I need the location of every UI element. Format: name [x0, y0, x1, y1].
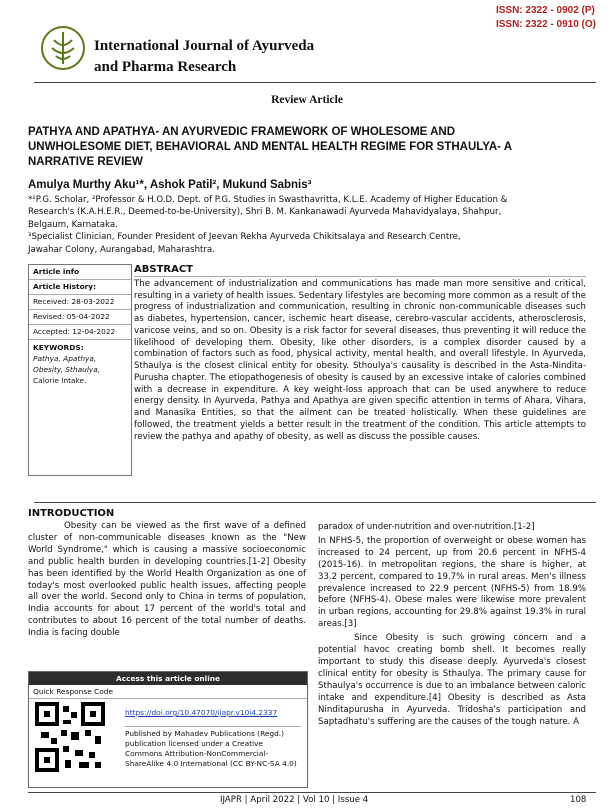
access-heading: Access this article online [29, 672, 307, 685]
affiliation-line: Jawahar Colony, Aurangabad, Maharashtra. [28, 244, 215, 255]
introduction-left-text: Obesity can be viewed as the first wave of a defined cluster of non-communicable diseases known as the "New World Syndrome," which is causing a massive socioeconomic and public health burden in developing countries.[1-2] Obesity has been identified by the World Health Organization as one of today's most overlooked public health issues, affecting people all over the world. Second only to China in terms of population, India accounts for about 17 percent of the world's total and contributes to about 16 percent of the total number of deaths. India is facing double [28, 521, 306, 639]
keywords-block [29, 340, 131, 388]
qr-code-icon[interactable] [35, 702, 105, 772]
intro-paragraph: In NFHS-5, the proportion of overweight or obese women has increased to 24 percent, up from 20.6 percent in NFHS-4 (2015-16). In metropolitan regions, the share is higher, at 33.2 percent, compared to 19.7% in rural areas. Men's illness prevalence increased to 22.9 percent (NFHS-5) from 18.9% before (NFHS-4). Obese males were likewise more prevalent in urban regions, accounting for 29.8% against 19.3% in rural areas.[3] [318, 535, 586, 630]
journal-title-line2: and Pharma Research [94, 59, 237, 75]
article-title [28, 125, 588, 170]
intro-paragraph: Since Obesity is such growing concern and a potential havoc creating bomb shell. It becomes really important to study this disease deeply. Ayurveda's closest clinical entity for obesity is Sthaulya. The primary cause for Sthaulya's occurrence is due to an imbalance between caloric intake and expenditure.[4] Obesity is described as Asta Ninditapurusha in Ayurveda. Tridosha's participation and Saptadhatu's suffering are the causes of the tough nature. A [318, 633, 586, 727]
footer-rule [28, 792, 596, 793]
intro-paragraph: paradox of under-nutrition and over-nutrition.[1-2] [318, 522, 535, 532]
section-rule [34, 502, 596, 503]
title-line-1: PATHYA AND APATHYA- AN AYURVEDIC FRAMEWORK OF WHOLESOME AND [28, 126, 456, 138]
issn-online: ISSN: 2322 - 0910 (O) [495, 19, 596, 30]
affiliations [28, 194, 588, 256]
authors: Amulya Murthy Aku¹*, Ashok Patil², Mukund Sabnis³ [28, 179, 312, 191]
article-info-box [28, 264, 132, 476]
keywords-line: Pathya, Apathya, [33, 354, 97, 363]
issn-print: ISSN: 2322 - 0902 (P) [495, 5, 595, 16]
journal-title-line1: International Journal of Ayurveda [94, 38, 315, 54]
keywords-line: Calorie Intake. [33, 376, 87, 385]
affiliation-line: Belgaum, Karnataka. [28, 219, 118, 230]
title-line-2: UNWHOLESOME DIET, BEHAVIORAL AND MENTAL HEALTH REGIME FOR STHAULYA- A [28, 141, 513, 153]
revised-date: Revised: 05-04-2022 [29, 310, 131, 325]
affiliation-line: ³Specialist Clinician, Founder President of Jeevan Rekha Ayurveda Chikitsalaya and Research Centre, [28, 232, 461, 243]
article-history-heading: Article History: [29, 280, 131, 295]
affiliation-line: *¹P.G. Scholar, ²Professor & H.O.D. Dept. of P.G. Studies in Swasthavritta, K.L.E. Academy of Higher Education & [28, 195, 508, 205]
title-line-3: NARRATIVE REVIEW [28, 156, 143, 168]
footer-citation: IJAPR | April 2022 | Vol 10 | Issue 4 [220, 795, 369, 805]
abstract-heading: ABSTRACT [134, 264, 586, 277]
abstract [134, 264, 586, 443]
article-info-heading: Article info [29, 265, 131, 280]
access-article-box [28, 671, 308, 788]
qr-label: Quick Response Code [29, 685, 307, 699]
received-date: Received: 28-03-2022 [29, 295, 131, 310]
affiliation-line: Research's (K.A.H.E.R., Deemed-to-be-University), Shri B. M. Kankanawadi Ayurveda Mahavidyalaya, Shahpur, [28, 207, 502, 218]
introduction-heading: INTRODUCTION [28, 508, 115, 519]
keywords-line: Obesity, Sthaulya, [33, 365, 101, 374]
journal-logo [40, 24, 86, 72]
article-type: Review Article [271, 94, 343, 106]
header-rule [34, 82, 596, 83]
introduction-right-column [318, 522, 586, 728]
page-number: 108 [570, 795, 587, 805]
issn-block [496, 4, 596, 32]
doi-link[interactable] [125, 708, 301, 717]
journal-title [94, 36, 314, 78]
abstract-text: The advancement of industrialization and communications has made man more sensitive and critical, resulting in a variety of health issues. Sedentary lifestyles are becoming more common as a result of the progress of industrialization and communication, resulting in chronic non-communicable diseases such as diabetes, hypertension, cancer, ischemic heart disease, cerebro-vascular accidents, atherosclerosis, varicose veins, and so on. Obesity is a risk factor for several diseases, thus preventing it will reduce the likelihood of developing them. Obesity, like other disorders, is a complex disorder caused by a combination of factors such as food, physical activity, mental health, and overall lifestyle. In Ayurveda, Sthaulya is the closest clinical entity for obesity. Sthoulya's causality is described in the Asta-Nindita-Purusha chapter. The etiopathogenesis of obesity is caused by an excessive intake of calories combined with a decrease in expenditure. A key weight-loss approach that can be used anywhere to reduce energy density. In Ayurveda, Pathya and Apathya are given specific attention in terms of Ahara, Vihara, and Manasika Entities, so that the ailment can be treated holistically. When these guidelines are followed, the treatment yields a better result in the treatment of the condition. This article attempts to review the pathya and apathy of obesity, as well as discuss the possible causes. [134, 278, 586, 442]
doi-link-text[interactable]: https://doi.org/10.47070/ijapr.v10i4.2337 [125, 708, 278, 717]
license-text: Published by Mahadev Publications (Regd.) publication licensed under a Creative Commons Attribution-NonCommercial-ShareAlike 4.0 International (CC BY-NC-SA 4.0) [125, 726, 301, 769]
accepted-date: Accepted: 12-04-2022 [29, 325, 131, 340]
keywords-heading: KEYWORDS: [33, 343, 84, 352]
